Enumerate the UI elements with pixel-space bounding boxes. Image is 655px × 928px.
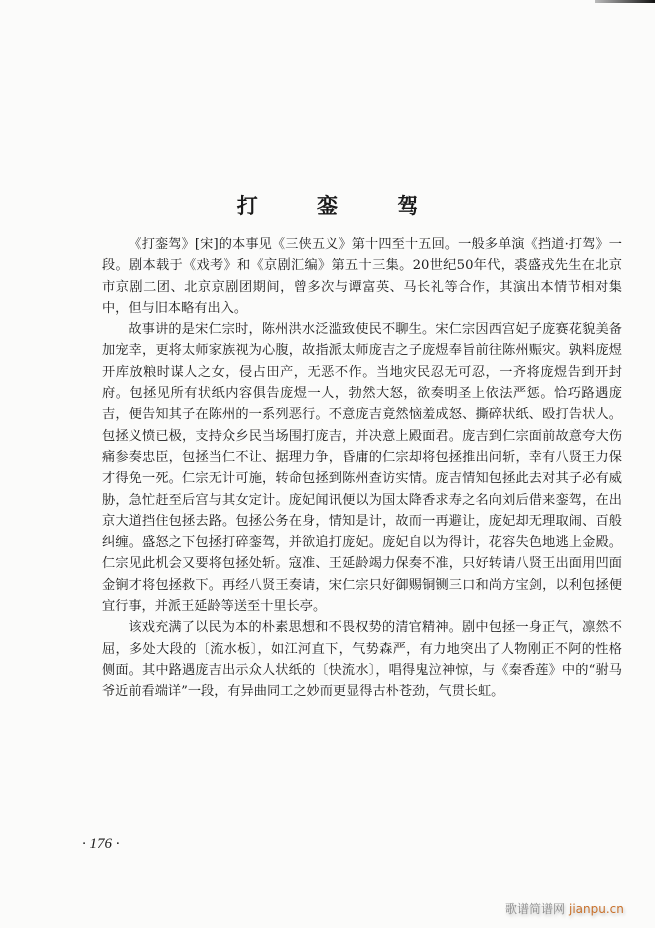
scan-edge-mark [595,0,655,3]
watermark [505,900,624,917]
title-char: 驾 [397,194,419,219]
paragraph-commentary: 该戏充满了以民为本的朴素思想和不畏权势的清官精神。剧中包拯一身正气，凛然不屈，多处大段的〔流水板〕，如江河直下，气势森严，有力地突出了人物刚正不阿的性格侧面。其中路遇庞吉出示众人状纸的〔快流水〕，唱得鬼泣神惊，与《秦香莲》中的“驸马爷近前看端详”一段，有异曲同工之妙而更显得古朴苍劲，气贯长虹。 [102,620,622,700]
article-body [102,234,622,703]
page-number: · 176 · [82,836,120,852]
watermark-url: jianpu.cn [569,902,624,916]
paragraph-intro: 《打銮驾》[宋]的本事见《三侠五义》第十四至十五回。一般多单演《挡道·打驾》一段。剧本载于《戏考》和《京剧汇编》第五十三集。20世纪50年代，裘盛戎先生在北京市京剧二团、北京京剧团期间，曾多次与谭富英、马长礼等合作，其演出本情节相对集中，但与旧本略有出入。 [102,237,622,316]
title-char: 打 [236,194,258,219]
paragraph-story: 故事讲的是宋仁宗时，陈州洪水泛滥致使民不聊生。宋仁宗因西宫妃子庞赛花貌美备加宠幸，更将太师家族视为心腹，故指派太师庞吉之子庞煜奉旨前往陈州赈灾。孰料庞煜开库放粮时谋人之女，侵占田产，无恶不作。当地灾民忍无可忍，一齐将庞煜告到开封府。包拯见所有状纸内容俱告庞煜一人，勃然大怒，欲奏明圣上依法严惩。恰巧路遇庞吉，便告知其子在陈州的一系列恶行。不意庞吉竟然恼羞成怒、撕碎状纸、殴打告状人。包拯义愤已极，支持众乡民当场围打庞吉，并决意上殿面君。庞吉到仁宗面前故意夸大伤痛参奏忠臣，包拯当仁不让、据理力争，昏庸的仁宗却将包拯推出问斩，幸有八贤王力保才得免一死。仁宗无计可施，转命包拯到陈州查访实情。庞吉情知包拯此去对其子必有威胁，急忙赶至后宫与其女定计。庞妃闻讯便以为国太降香求寿之名向刘后借来銮驾，在出京大道挡住包拯去路。包拯公务在身，情知是计，故而一再避让，庞妃却无理取闹、百般纠缠。盛怒之下包拯打碎銮驾，并欲追打庞妃。庞妃自以为得计，花容失色地逃上金殿。仁宗见此机会又要将包拯处斩。寇准、王延龄竭力保奏不准，只好转请八贤王出面用凹面金锏才将包拯救下。再经八贤王奏请，宋仁宗只好御赐铜铡三口和尚方宝剑，以利包拯便宜行事，并派王延龄等送至十里长亭。 [102,322,622,615]
watermark-text: 歌谱简谱网 [505,902,566,916]
page-title [0,190,655,220]
title-char: 銮 [317,194,338,219]
